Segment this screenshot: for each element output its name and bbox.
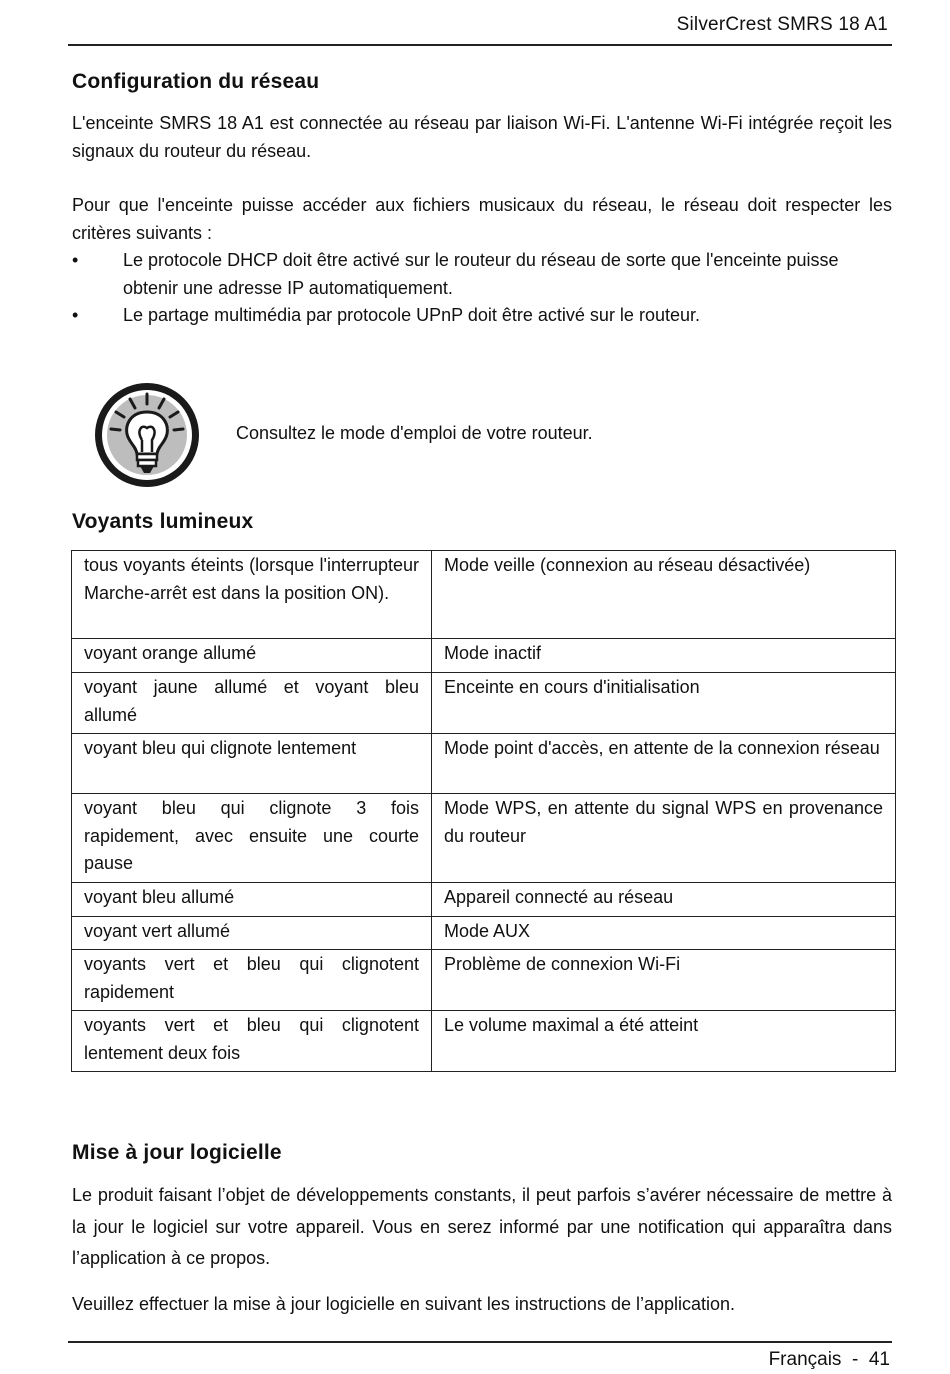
indicator-cell: voyant bleu qui clignote lentement [72,734,432,794]
meaning-cell: Appareil connecté au réseau [432,883,896,917]
bullet-icon: • [72,250,79,270]
network-paragraph-1: L'enceinte SMRS 18 A1 est connectée au réseau par liaison Wi-Fi. L'antenne Wi-Fi intégrée reçoit les signaux du routeur du réseau. [72,113,892,161]
indicator-cell: voyants vert et bleu qui clignotent rapidement [72,950,432,1011]
header-rule [68,44,892,46]
note-text: Consultez le mode d'emploi de votre routeur. [236,423,593,443]
list-item [72,302,892,330]
table-row [72,794,896,883]
list-item-text: Le protocole DHCP doit être activé sur le routeur du réseau de sorte que l'enceinte puisse obtenir une adresse IP automatiquement. [123,250,839,298]
meaning-cell: Mode inactif [432,639,896,673]
heading-indicator-lights: Voyants lumineux [72,510,254,533]
lightbulb-icon [92,380,202,490]
heading-network-config: Configuration du réseau [72,70,320,93]
page-header-title: SilverCrest SMRS 18 A1 [676,14,888,35]
indicator-cell: voyant vert allumé [72,916,432,950]
indicator-lights-table [71,550,896,1072]
table-row [72,1011,896,1072]
meaning-cell: Enceinte en cours d'initialisation [432,673,896,734]
table-row [72,916,896,950]
meaning-cell: Problème de connexion Wi-Fi [432,950,896,1011]
table-row [72,551,896,639]
indicator-cell: voyant orange allumé [72,639,432,673]
table-row [72,883,896,917]
meaning-cell: Mode AUX [432,916,896,950]
network-paragraph-2: Pour que l'enceinte puisse accéder aux fichiers musicaux du réseau, le réseau doit respecter les critères suivants : [72,195,892,243]
table-row [72,673,896,734]
update-paragraph-1: Le produit faisant l’objet de développements constants, il peut parfois s’avérer nécessaire de mettre à la jour le logiciel sur votre appareil. Vous en serez informé par une notification qui apparaîtra dans l’application à ce propos. [72,1185,892,1268]
table-row [72,639,896,673]
update-paragraph-2: Veuillez effectuer la mise à jour logicielle en suivant les instructions de l’application. [72,1294,736,1314]
indicator-cell: voyant jaune allumé et voyant bleu allumé [72,673,432,734]
list-item [72,247,892,302]
footer-rule [68,1341,892,1343]
meaning-cell: Mode WPS, en attente du signal WPS en provenance du routeur [432,794,896,883]
indicator-cell: tous voyants éteints (lorsque l'interrupteur Marche-arrêt est dans la position ON). [72,551,432,639]
network-requirements-list [72,247,892,330]
bullet-icon: • [72,305,79,325]
meaning-cell: Mode point d'accès, en attente de la connexion réseau [432,734,896,794]
heading-software-update: Mise à jour logicielle [72,1141,282,1164]
meaning-cell: Le volume maximal a été atteint [432,1011,896,1072]
table-row [72,950,896,1011]
table-row [72,734,896,794]
page-number: Français - 41 [768,1349,890,1370]
list-item-text: Le partage multimédia par protocole UPnP doit être activé sur le routeur. [123,305,700,325]
indicator-cell: voyants vert et bleu qui clignotent lentement deux fois [72,1011,432,1072]
indicator-cell: voyant bleu qui clignote 3 fois rapidement, avec ensuite une courte pause [72,794,432,883]
indicator-cell: voyant bleu allumé [72,883,432,917]
meaning-cell: Mode veille (connexion au réseau désactivée) [432,551,896,639]
